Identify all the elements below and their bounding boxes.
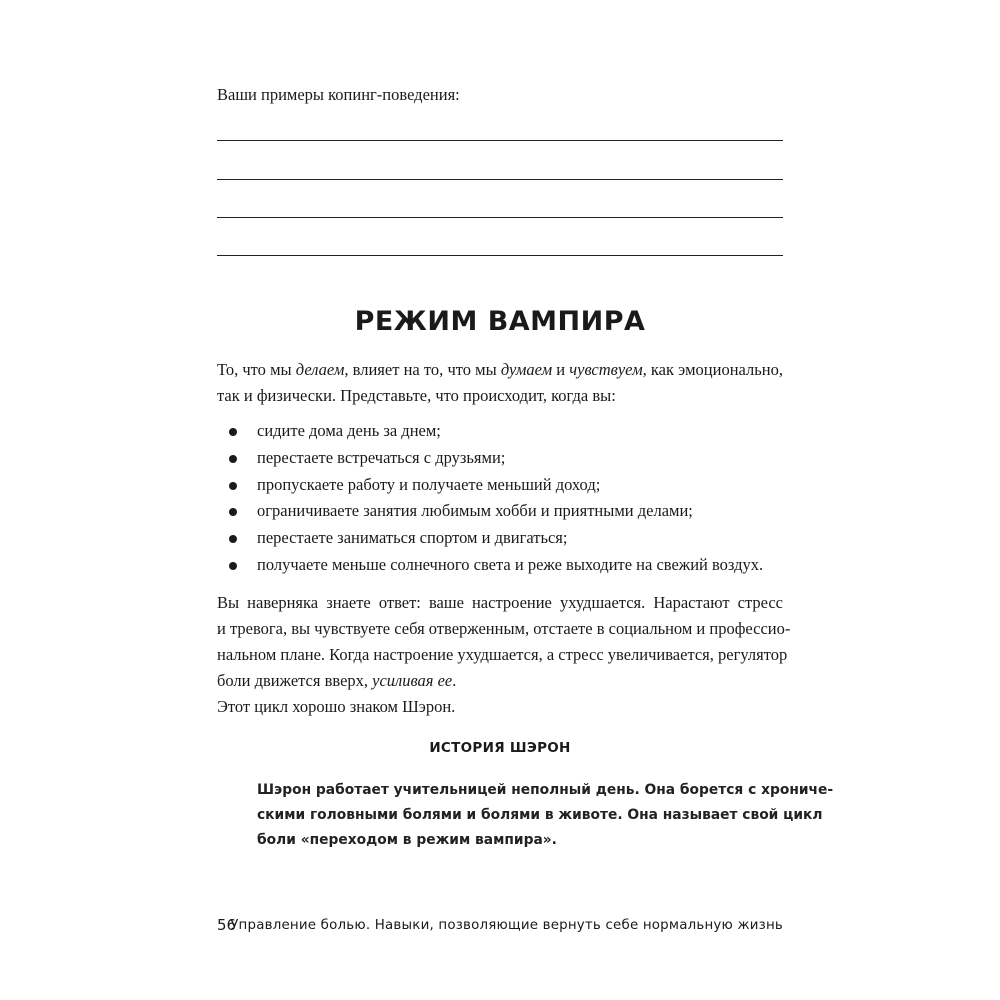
story-title: ИСТОРИЯ ШЭРОН (429, 740, 571, 756)
story-line-2: скими головными болями и болями в животе. Она называет свой цикл (257, 807, 823, 823)
coping-examples-prompt: Ваши примеры копинг-поведения: (217, 85, 460, 104)
list-item: перестаете заниматься спортом и двигаться; (217, 525, 787, 552)
emphasis-do: делаем (295, 360, 345, 379)
answer-line-4: боли движется вверх, усиливая ее. (217, 671, 457, 690)
intro-line-2: так и физически. Представьте, что происходит, когда вы: (217, 386, 616, 405)
page-number: 56 (217, 916, 237, 934)
answer-line-1: Вы наверняка знаете ответ: ваше настроение ухудшается. Нарастают стресс (217, 593, 783, 612)
bullet-list (217, 418, 787, 579)
bullet-icon (229, 508, 237, 516)
bullet-icon (229, 428, 237, 436)
emphasis-intensifying: усиливая ее (372, 671, 453, 690)
story-line-3: боли «переходом в режим вампира». (257, 832, 557, 848)
list-item: ограничиваете занятия любимым хобби и приятными делами; (217, 498, 787, 525)
list-item: пропускаете работу и получаете меньший доход; (217, 472, 787, 499)
bullet-icon (229, 535, 237, 543)
running-footer-title: Управление болью. Навыки, позволяющие вернуть себе нормальную жизнь (230, 918, 783, 933)
section-heading: РЕЖИМ ВАМПИРА (354, 306, 646, 337)
list-item: сидите дома день за днем; (217, 418, 787, 445)
writing-line-1 (217, 140, 783, 141)
story-text (257, 778, 834, 853)
story-line-1: Шэрон работает учительницей неполный день. Она борется с хрониче- (257, 782, 834, 798)
emphasis-think: думаем (500, 360, 553, 379)
bullet-icon (229, 482, 237, 490)
writing-line-2 (217, 179, 783, 180)
writing-line-3 (217, 217, 783, 218)
bullet-icon (229, 455, 237, 463)
cycle-paragraph: Этот цикл хорошо знаком Шэрон. (217, 697, 456, 716)
list-item: перестаете встречаться с друзьями; (217, 445, 787, 472)
intro-line-1: То, что мы делаем, влияет на то, что мы думаем и чувствуем, как эмоционально, (217, 360, 783, 379)
answer-line-3: нальном плане. Когда настроение ухудшается, а стресс увеличивается, регулятор (217, 645, 788, 664)
bullet-icon (229, 562, 237, 570)
answer-line-2: и тревога, вы чувствуете себя отверженным, отстаете в социальном и профессио- (217, 619, 791, 638)
intro-paragraph (217, 357, 783, 409)
list-item: получаете меньше солнечного света и реже выходите на свежий воздух. (217, 552, 787, 579)
writing-line-4 (217, 255, 783, 256)
emphasis-feel: чувствуем (569, 360, 643, 379)
answer-paragraph (217, 590, 791, 694)
